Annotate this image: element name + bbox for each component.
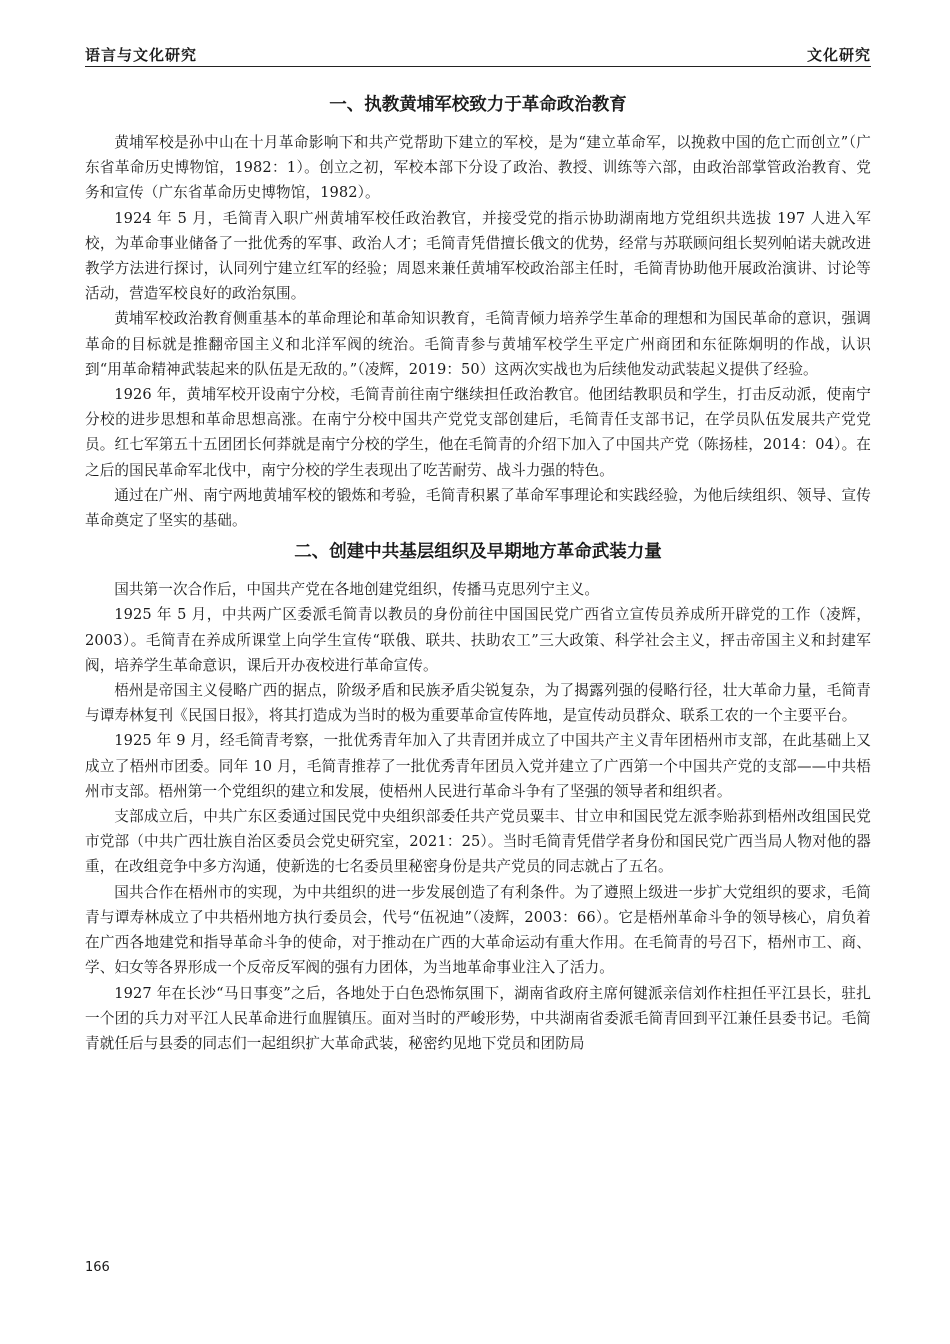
paragraph: 1924 年 5 月，毛简青入职广州黄埔军校任政治教官，并接受党的指示协助湖南地方党组织共选拔 197 人进入军校，为革命事业储备了一批优秀的军事、政治人才；毛简青凭借擅长俄文的优势，经常与苏联顾问组长契列帕诺夫就改进教学方法进行探讨，认同列宁建立红军的经验；周恩来兼任黄埔军校政治部主任时，毛简青协助他开展政治演讲、讨论等活动，营造军校良好的政治氛围。 <box>85 209 871 303</box>
article-body <box>85 84 871 1056</box>
paragraph: 梧州是帝国主义侵略广西的据点，阶级矛盾和民族矛盾尖锐复杂，为了揭露列强的侵略行径，壮大革命力量，毛简青与谭寿林复刊《民国日报》，将其打造成为当时的极为重要革命宣传阵地，是宣传动员群众、联系工农的一个主要平台。 <box>85 682 871 725</box>
paragraph: 通过在广州、南宁两地黄埔军校的锻炼和考验，毛简青积累了革命军事理论和实践经验，为他后续组织、领导、宣传革命奠定了坚实的基础。 <box>85 486 871 530</box>
paragraph: 黄埔军校是孙中山在十月革命影响下和共产党帮助下建立的军校，是为“建立革命军，以挽救中国的危亡而创立”（广东省革命历史博物馆，1982：1）。创立之初，军校本部下分设了政治、教授、训练等六部，由政治部掌管政治教育、党务和宣传（广东省革命历史博物馆，1982）。 <box>85 134 871 202</box>
paragraph: 1925 年 5 月，中共两广区委派毛简青以教员的身份前往中国国民党广西省立宣传员养成所开辟党的工作（凌辉，2003）。毛简青在养成所课堂上向学生宣传“联俄、联共、扶助农工”三大政策、科学社会主义，抨击帝国主义和封建军阀，培养学生革命意识，课后开办夜校进行革命宣传。 <box>85 606 871 674</box>
paragraph: 1925 年 9 月，经毛简青考察，一批优秀青年加入了共青团并成立了中国共产主义青年团梧州市支部，在此基础上又成立了梧州市团委。同年 10 月，毛简青推荐了一批优秀青年团员入党并建立了广西第一个中国共产党的支部——中共梧州市支部。梧州第一个党组织的建立和发展，使梧州人民进行革命斗争有了坚强的领导者和组织者。 <box>85 732 871 800</box>
section-label: 文化研究 <box>806 46 871 64</box>
paragraph: 黄埔军校政治教育侧重基本的革命理论和革命知识教育，毛简青倾力培养学生革命的理想和为国民革命的意识，强调革命的目标就是推翻帝国主义和北洋军阀的统治。毛简青参与黄埔军校学生平定广州商团和东征陈炯明的作战，认识到“用革命精神武装起来的队伍是无敌的。”（凌辉，2019：50）这两次实战也为后续他发动武装起义提供了经验。 <box>85 310 871 378</box>
section-2-heading: 二、创建中共基层组织及早期地方革命武装力量 <box>294 542 662 563</box>
paragraph: 1926 年，黄埔军校开设南宁分校，毛简青前往南宁继续担任政治教官。他团结教职员和学生，打击反动派，使南宁分校的进步思想和革命思想高涨。在南宁分校中国共产党党支部创建后，毛简青任支部书记，在学员队伍发展共产党党员。红七军第五十五团团长何莽就是南宁分校的学生，他在毛简青的介绍下加入了中国共产党（陈扬桂，2014：04）。在之后的国民革命军北伐中，南宁分校的学生表现出了吃苦耐劳、战斗力强的特色。 <box>85 386 871 479</box>
paragraph: 支部成立后，中共广东区委通过国民党中央组织部委任共产党员粟丰、甘立申和国民党左派李贻荪到梧州改组国民党市党部（中共广西壮族自治区委员会党史研究室，2021：25）。当时毛简青凭借学者身份和国民党广西当局人物对他的器重，在改组竞争中多方沟通，使新选的七名委员里秘密身份是共产党员的同志就占了五名。 <box>85 808 871 876</box>
section-1-heading: 一、执教黄埔军校致力于革命政治教育 <box>329 95 627 115</box>
paragraph: 国共合作在梧州市的实现，为中共组织的进一步发展创造了有利条件。为了遵照上级进一步扩大党组织的要求，毛简青与谭寿林成立了中共梧州地方执行委员会，代号“伍祝迪”（凌辉，2003：66）。它是梧州革命斗争的领导核心，肩负着在广西各地建党和指导革命斗争的使命，对于推动在广西的大革命运动有重大作用。在毛简青的号召下，梧州市工、商、学、妇女等各界形成一个反帝反军阀的强有力团体，为当地革命事业注入了活力。 <box>85 883 871 977</box>
paragraph: 国共第一次合作后，中国共产党在各地创建党组织，传播马克思列宁主义。 <box>114 581 600 599</box>
page-number: 166 <box>85 1260 110 1275</box>
paragraph: 1927 年在长沙“马日事变”之后，各地处于白色恐怖氛围下，湖南省政府主席何键派亲信刘作柱担任平江县长，驻扎一个团的兵力对平江人民革命进行血腥镇压。面对当时的严峻形势，中共湖南省委派毛简青回到平江兼任县委书记。毛简青就任后与县委的同志们一起组织扩大革命武装，秘密约见地下党员和团防局 <box>85 984 871 1052</box>
running-header <box>85 42 871 67</box>
journal-title: 语言与文化研究 <box>85 46 198 64</box>
